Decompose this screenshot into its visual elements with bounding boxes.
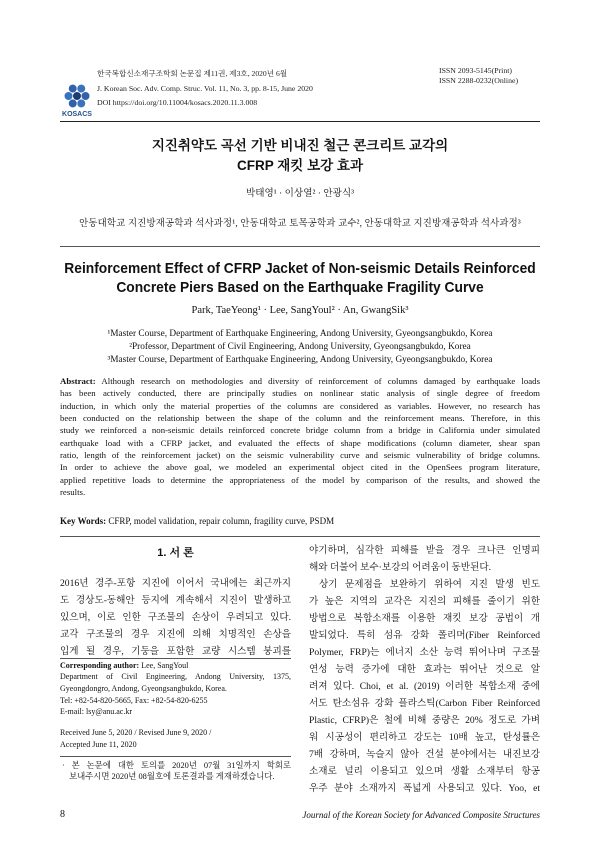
corresponding-author-name: Lee, SangYoul [141,660,189,670]
abstract-line: has been actively conducted, there are principally studies on nonlinear static analysis of single degree of freedom [60,388,540,399]
logo-text: KOSACS [62,111,92,118]
body-line: 상기 문제점을 보완하기 위하여 지진 발생 빈도 [319,578,540,590]
section-heading: 1. 서 론 [157,547,194,559]
keywords-text: CFRP, model validation, repair column, fragility curve, PSDM [108,516,335,526]
title-english-line-1: Reinforcement Effect of CFRP Jacket of Non-seismic Details Reinforced [64,260,536,277]
journal-citation: J. Korean Soc. Adv. Comp. Struc. Vol. 11, No. 3, pp. 8-15, June 2020 [97,84,313,93]
abstract-label: Abstract: [60,376,96,386]
abstract [60,375,540,498]
note-divider [60,756,291,757]
body-line: 가 높은 지역의 교각은 지진의 피해를 줄이기 위한 [309,595,540,607]
footnote-email: E-mail: lsy@anu.ac.kr [60,707,133,717]
keywords-label: Key Words: [60,516,107,526]
affiliation-english-1: ¹Master Course, Department of Earthquake Engineering, Andong University, Gyeongsangbukdo, Korea [107,328,493,339]
title-english-line-2: Concrete Piers Based on the Earthquake Fragility Curve [116,279,484,296]
body-line: 해와 더불어 보수·보강의 어려움이 동반된다. [309,561,492,573]
received-dates [60,727,291,750]
abstract-line [60,375,540,387]
body-line: 있으며, 이로 인한 구조물의 손상이 우려되고 있다. [60,611,291,623]
discussion-note [60,760,291,782]
footnote-address-line: Department of Civil Engineering, Andong University, 1375, [60,672,291,682]
title-korean-line-1: 지진취약도 곡선 기반 비내진 철근 콘크리트 교각의 [151,138,449,153]
left-column [60,575,291,660]
authors-english: Park, TaeYeong¹ · Lee, SangYoul² · An, GwangSik³ [191,305,409,316]
issn-print: ISSN 2093-5145(Print) [439,66,512,75]
kosacs-logo [60,81,94,119]
affiliation-english-2: ²Professor, Department of Civil Engineering, Andong University, Gyeongsangbukdo, Korea [129,341,471,352]
abstract-line: induction, in which only the material properties of the columns are considered as variables. However, no research has [60,400,540,411]
header-divider [60,121,540,122]
page-number: 8 [60,809,65,820]
affiliation-english-3: ³Master Course, Department of Earthquake Engineering, Andong University, Gyeongsangbukdo, Korea [107,354,493,365]
abstract-line: In order to achieve the above goal, we modeled an experimental object cited in the OpenSees program literature, [60,462,540,473]
abstract-divider [60,536,540,537]
abstract-line: ratio, length of the reinforcement jacket) on the seismic vulnerability curve and seismic vulnerability of bridge columns. [60,449,540,460]
abstract-line: results. [60,486,86,497]
dates-line: Received June 5, 2020 / Revised June 9, 2020 / [60,728,212,737]
dates-line: Accepted June 11, 2020 [60,739,137,749]
body-line: Polymer, FRP)는 에너지 소산 능력 뛰어나며 구조물 [309,646,540,658]
body-line: 우주 분야 소재까지 폭넓게 사용되고 있다. Yoo, et [309,782,540,794]
page-footer [60,808,540,822]
body-line: 서도 탄소섬유 강화 플라스틱(Carbon Fiber Reinforced [309,697,540,709]
body-line: 연성 능력 증가에 대한 효과는 뛰어난 것으로 알 [309,663,540,675]
body-line: 야기하며, 심각한 피해를 받을 경우 크나큰 인명피 [309,544,540,556]
corresponding-author-label: Corresponding author: [60,660,140,670]
doi-link[interactable]: DOI https://doi.org/10.11004/kosacs.2020.11.3.008 [97,98,258,107]
logo-graphic [60,81,94,119]
body-line: 려져 있다. Choi, et al. (2019) 이러한 복합소재 중에 [309,680,540,692]
footnote-line [60,660,291,672]
footnote-address-line: Gyeongdongro, Andong, Gyeongsangbukdo, Korea. [60,683,227,693]
title-korean-line-2: CFRP 재킷 보강 효과 [236,158,363,173]
footnote-tel-fax: Tel: +82-54-820-5665, Fax: +82-54-820-6255 [60,695,208,705]
body-line: 교각 구조물의 경우 지진에 의해 치명적인 손상을 [60,628,291,640]
abstract-line: study we reinforced a non-seismic details reinforced concrete bridge column from a bridge in California under simulated [60,425,540,436]
title-divider [60,246,540,247]
abstract-text: Although research on methodologies and diversity of reinforcement of columns damaged by earthquake loads [101,376,541,386]
body-line: 소재로 널리 이용되고 있으며 생활 소재부터 항공 [309,765,540,777]
footer-journal-name: Journal of the Korean Society for Advanced Composite Structures [302,810,540,820]
note-line: · 본 논문에 대한 토의를 2020년 07월 31일까지 학회로 [62,761,291,770]
body-line: 워 시공성이 편리하고 강도는 10배 높고, 탄성률은 [309,731,540,743]
note-line: 보내주시면 2020년 08월호에 토론결과를 게재하겠습니다. [69,772,275,781]
keywords [60,514,540,528]
abstract-line: been conducted on the relationship between the shape of the column and the reinforcement means. Therefore, in this [60,412,540,423]
body-line: Plastic, CFRP)은 철에 비해 중량은 20% 정도로 가벼 [309,714,540,726]
affiliations-korean: 안동대학교 지진방재공학과 석사과정¹, 안동대학교 토목공학과 교수², 안동대학교 지진방재공학과 석사과정³ [79,219,521,229]
abstract-line: earthquake load with a CFRP jacket, and evaluated the effects of shape modifications (column diameter, shear span [60,437,540,448]
right-column [309,542,540,797]
abstract-line: applied repetitive loads to determine the appropriateness of the model by comparison of the results, and showed the [60,474,540,485]
corresponding-author-footnote [60,660,291,718]
body-line: 방법으로 복합소재를 이용한 재킷 보강 공법이 개 [309,612,540,624]
authors-korean: 박태영¹ · 이상열² · 안광식³ [245,188,355,199]
body-line: 2016년 경주-포항 지진에 이어서 국내에는 최근까지 [60,577,291,589]
body-line: 입게 될 경우, 기둥을 포함한 교량 시스템 붕괴를 [60,645,291,657]
body-line: 7배 강하며, 녹슬지 않아 건설 분야에서는 내진보강 [309,748,540,760]
journal-name-korean: 한국복합신소재구조학회 논문집 제11권, 제3호, 2020년 6월 [97,69,288,78]
body-line: 도 경상도-동해안 등지에 계속해서 지진이 발생하고 [60,594,291,606]
body-line: 발되었다. 특히 섬유 강화 폴리머(Fiber Reinforced [309,629,540,641]
issn-online: ISSN 2288-0232(Online) [439,76,519,85]
